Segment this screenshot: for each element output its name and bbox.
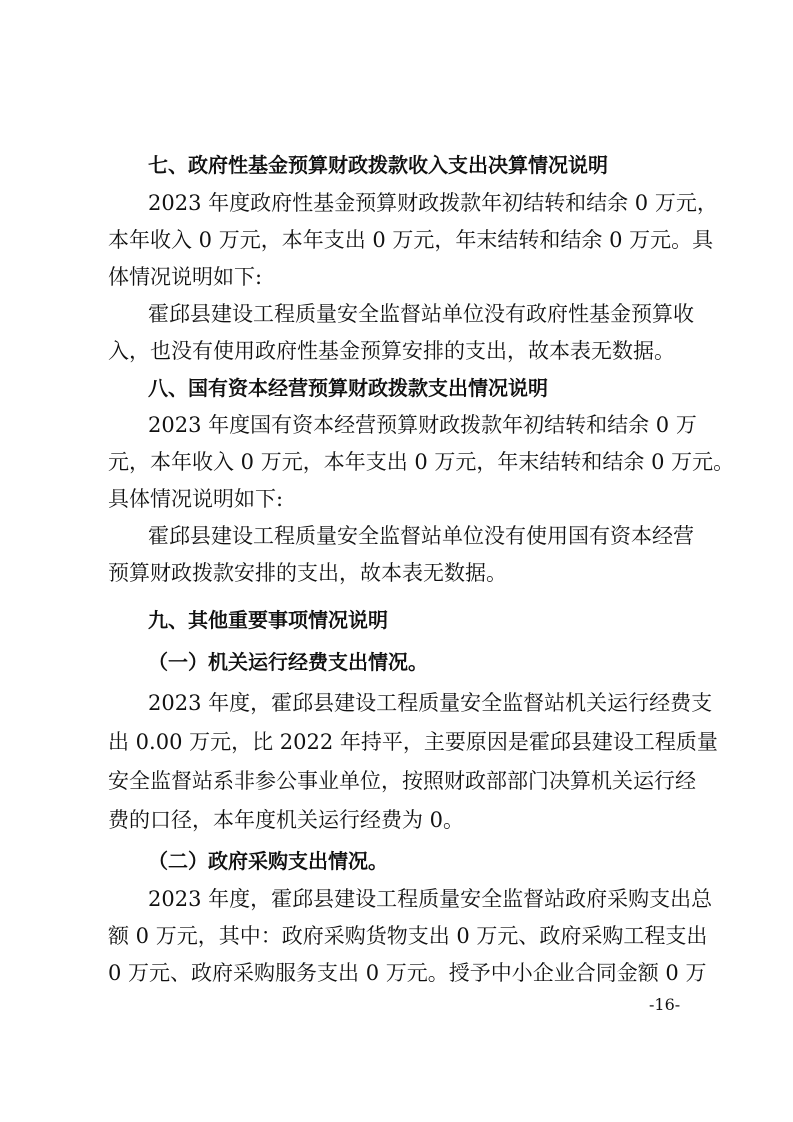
document-body [108,0,735,1000]
paragraph-line: 霍邱县建设工程质量安全监督站单位没有政府性基金预算收 [148,302,694,326]
subsection-heading-1: （一）机关运行经费支出情况。 [148,650,428,674]
section-heading-7: 七、政府性基金预算财政拨款收入支出决算情况说明 [148,153,608,177]
paragraph-line: 安全监督站系非参公事业单位，按照财政部部门决算机关运行经 [108,769,696,793]
paragraph-line: 本年收入 0 万元，本年支出 0 万元，年末结转和结余 0 万元。具 [108,228,714,252]
section-heading-8: 八、国有资本经营预算财政拨款支出情况说明 [148,376,548,400]
paragraph-line: 霍邱县建设工程质量安全监督站单位没有使用国有资本经营 [148,524,694,548]
paragraph-line: 元，本年收入 0 万元，本年支出 0 万元，年末结转和结余 0 万元。 [108,450,735,474]
paragraph-line: 出 0.00 万元，比 2022 年持平，主要原因是霍邱县建设工程质量 [108,730,718,754]
subsection-heading-2: （二）政府采购支出情况。 [148,849,388,873]
section-heading-9: 九、其他重要事项情况说明 [148,608,388,632]
paragraph-line: 2023 年度，霍邱县建设工程质量安全监督站机关运行经费支 [148,691,713,715]
paragraph-line: 费的口径，本年度机关运行经费为 0。 [108,808,465,832]
paragraph-line: 预算财政拨款安排的支出，故本表无数据。 [108,561,507,585]
paragraph-line: 2023 年度，霍邱县建设工程质量安全监督站政府采购支出总 [148,887,713,911]
paragraph-line: 2023 年度政府性基金预算财政拨款年初结转和结余 0 万元， [148,191,718,215]
paragraph-line: 具体情况说明如下: [108,487,284,511]
paragraph-line: 额 0 万元，其中：政府采购货物支出 0 万元、政府采购工程支出 [108,924,708,948]
page-number: -16- [649,995,681,1014]
paragraph-line: 2023 年度国有资本经营预算财政拨款年初结转和结余 0 万 [148,413,697,437]
paragraph-line: 入，也没有使用政府性基金预算安排的支出，故本表无数据。 [108,339,675,363]
paragraph-line: 0 万元、政府采购服务支出 0 万元。授予中小企业合同金额 0 万 [108,961,707,985]
paragraph-line: 体情况说明如下: [108,265,263,289]
